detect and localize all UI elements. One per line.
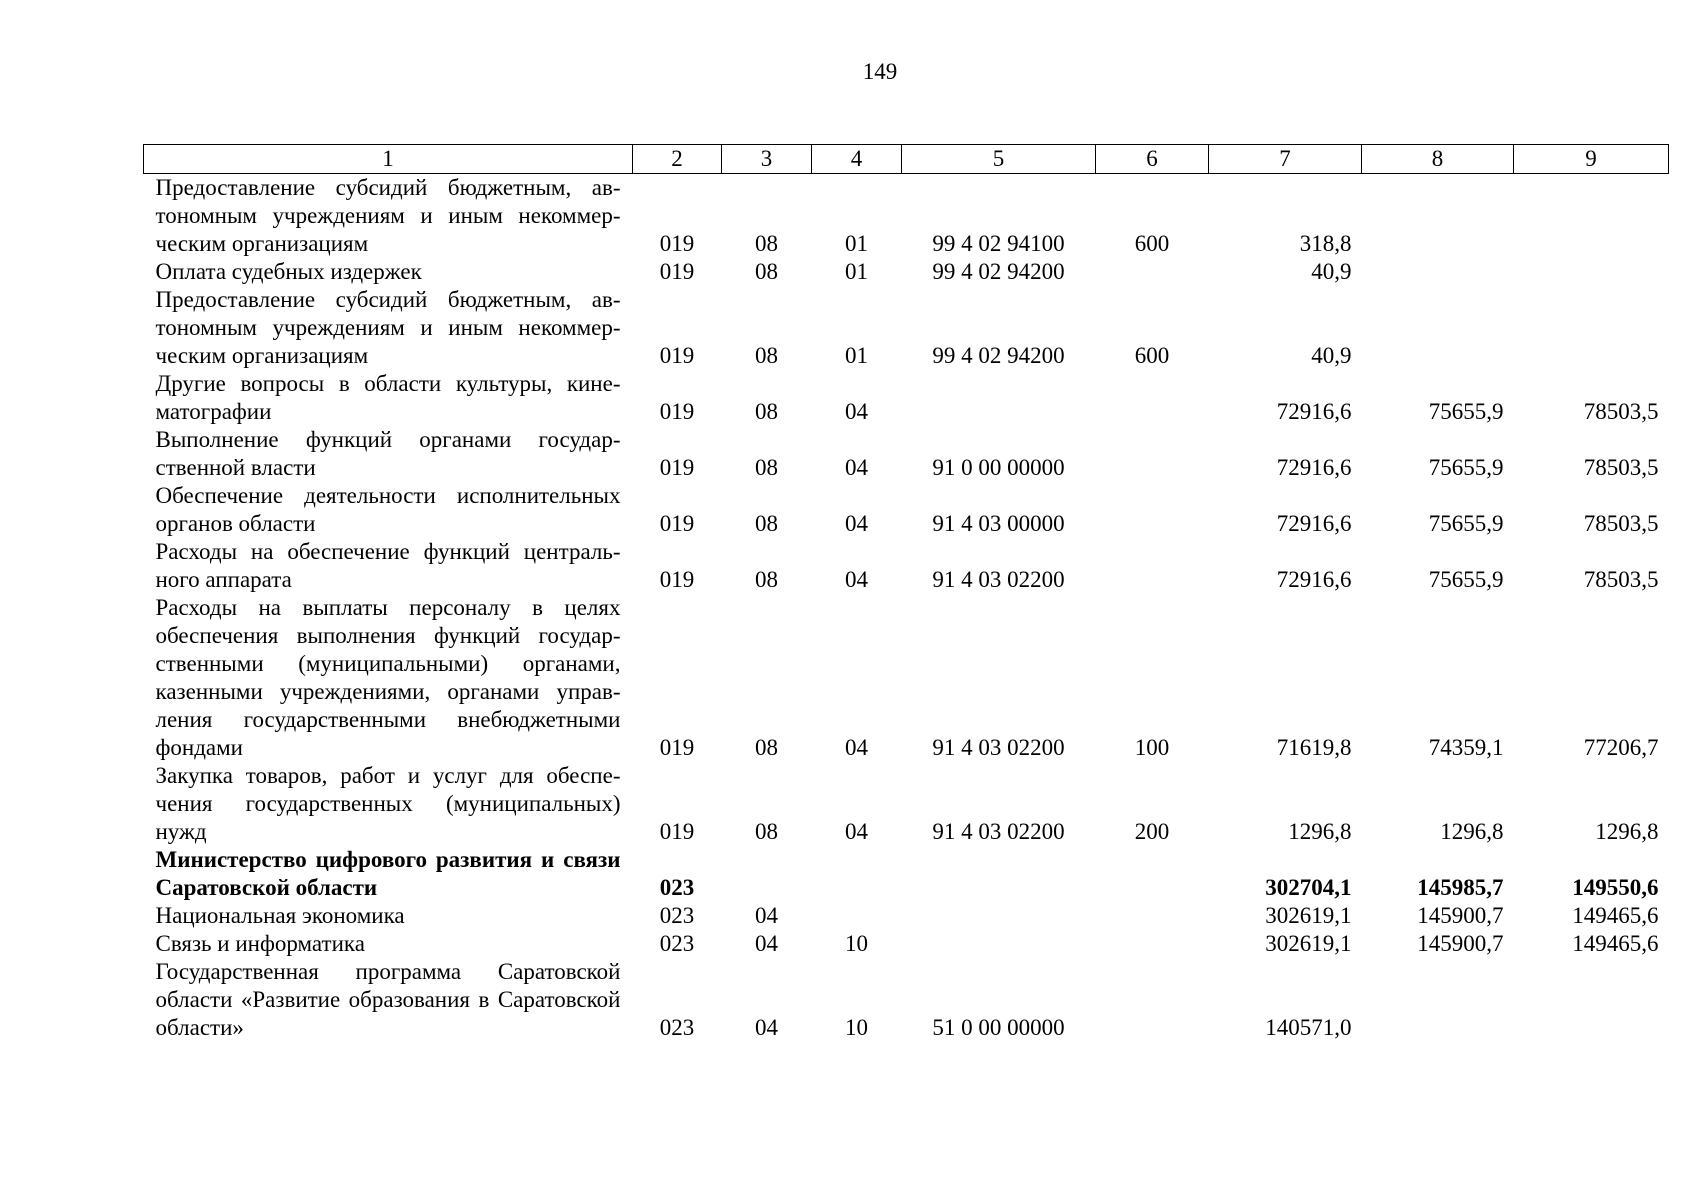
row-expense-type: 200 bbox=[1134, 819, 1170, 844]
row-amount-col-7: 72916,6 bbox=[1276, 511, 1352, 536]
row-amount-col-7: 302704,1 bbox=[1265, 875, 1352, 900]
row-amount-col-7: 40,9 bbox=[1311, 259, 1352, 284]
row-description: Связь и информатика bbox=[155, 931, 365, 956]
row-subsection: 01 bbox=[845, 343, 868, 368]
table-row bbox=[144, 174, 1669, 259]
row-amount-col-7: 302619,1 bbox=[1265, 931, 1352, 956]
row-section: 04 bbox=[755, 931, 778, 956]
row-target-article: 99 4 02 94100 bbox=[932, 231, 1065, 256]
header-col-7: 7 bbox=[1209, 145, 1362, 174]
row-section: 08 bbox=[755, 735, 778, 760]
row-target-article: 91 4 03 02200 bbox=[932, 819, 1065, 844]
row-amount-col-7: 71619,8 bbox=[1276, 735, 1352, 760]
row-amount-col-9: 77206,7 bbox=[1583, 735, 1659, 760]
row-description: Расходы на выплаты персоналу в целях обеспечения выполнения функций государственными (муниципальными) органами, казенными учреждениями, органами управления государственными внебюджетными фондами bbox=[155, 595, 621, 760]
row-expense-type bbox=[1096, 846, 1209, 902]
table-row bbox=[144, 370, 1669, 426]
row-target-article bbox=[902, 902, 1096, 930]
table-row bbox=[144, 258, 1669, 286]
table-row bbox=[144, 538, 1669, 594]
row-amount-col-8 bbox=[1362, 958, 1514, 1042]
row-amount-col-9: 78503,5 bbox=[1583, 567, 1659, 592]
row-ministry-code: 023 bbox=[659, 875, 695, 900]
row-target-article: 91 4 03 02200 bbox=[932, 567, 1065, 592]
row-amount-col-9: 149465,6 bbox=[1572, 903, 1659, 928]
row-target-article bbox=[902, 370, 1096, 426]
row-amount-col-9: 78503,5 bbox=[1583, 455, 1659, 480]
row-description: Государственная программа Саратовской области «Развитие образования в Саратовской области» bbox=[155, 959, 621, 1040]
row-description: Оплата судебных издержек bbox=[155, 259, 422, 284]
row-expense-type bbox=[1096, 426, 1209, 482]
row-description: Другие вопросы в области культуры, кинематографии bbox=[155, 371, 621, 424]
row-section: 04 bbox=[755, 903, 778, 928]
row-section bbox=[722, 846, 812, 902]
row-ministry-code: 019 bbox=[659, 231, 695, 256]
row-amount-col-8: 145900,7 bbox=[1417, 931, 1504, 956]
row-amount-col-9: 1296,8 bbox=[1595, 819, 1659, 844]
row-section: 08 bbox=[755, 567, 778, 592]
row-section: 08 bbox=[755, 455, 778, 480]
row-expense-type bbox=[1096, 538, 1209, 594]
row-description: Предоставление субсидий бюджетным, автономным учреждениям и иным некоммерческим организациям bbox=[155, 287, 621, 368]
table-row bbox=[144, 902, 1669, 930]
row-expense-type bbox=[1096, 958, 1209, 1042]
row-amount-col-7: 72916,6 bbox=[1276, 567, 1352, 592]
row-amount-col-7: 318,8 bbox=[1299, 231, 1352, 256]
row-amount-col-7: 140571,0 bbox=[1265, 1015, 1352, 1040]
row-subsection: 01 bbox=[845, 259, 868, 284]
row-ministry-code: 019 bbox=[659, 259, 695, 284]
row-section: 04 bbox=[755, 1015, 778, 1040]
row-amount-col-9 bbox=[1514, 174, 1669, 259]
row-subsection: 04 bbox=[845, 511, 868, 536]
row-amount-col-8 bbox=[1362, 258, 1514, 286]
row-target-article: 91 0 00 00000 bbox=[932, 455, 1065, 480]
row-description: Выполнение функций органами государственной власти bbox=[155, 427, 621, 480]
header-col-4: 4 bbox=[812, 145, 902, 174]
table-row bbox=[144, 482, 1669, 538]
row-amount-col-9: 149550,6 bbox=[1572, 875, 1659, 900]
row-amount-col-8: 1296,8 bbox=[1440, 819, 1504, 844]
table-row bbox=[144, 846, 1669, 902]
row-section: 08 bbox=[755, 343, 778, 368]
row-subsection: 01 bbox=[845, 231, 868, 256]
table-header bbox=[144, 145, 1669, 174]
table-row bbox=[144, 930, 1669, 958]
row-subsection: 04 bbox=[845, 567, 868, 592]
header-col-9: 9 bbox=[1514, 145, 1669, 174]
row-target-article bbox=[902, 846, 1096, 902]
row-expense-type: 600 bbox=[1134, 231, 1170, 256]
row-target-article: 99 4 02 94200 bbox=[932, 343, 1065, 368]
row-amount-col-8: 75655,9 bbox=[1428, 399, 1504, 424]
row-ministry-code: 023 bbox=[659, 1015, 695, 1040]
row-amount-col-7: 302619,1 bbox=[1265, 903, 1352, 928]
row-ministry-code: 019 bbox=[659, 735, 695, 760]
row-amount-col-9 bbox=[1514, 258, 1669, 286]
page-number: 149 bbox=[862, 59, 898, 84]
row-ministry-code: 019 bbox=[659, 455, 695, 480]
row-expense-type bbox=[1096, 930, 1209, 958]
header-col-6: 6 bbox=[1096, 145, 1209, 174]
row-target-article bbox=[902, 930, 1096, 958]
row-amount-col-9: 149465,6 bbox=[1572, 931, 1659, 956]
row-section: 08 bbox=[755, 231, 778, 256]
row-subsection bbox=[812, 902, 902, 930]
row-description: Расходы на обеспечение функций центрального аппарата bbox=[155, 539, 621, 592]
row-ministry-code: 023 bbox=[659, 931, 695, 956]
row-expense-type bbox=[1096, 902, 1209, 930]
row-subsection bbox=[812, 846, 902, 902]
row-section: 08 bbox=[755, 399, 778, 424]
row-section: 08 bbox=[755, 259, 778, 284]
row-expense-type bbox=[1096, 482, 1209, 538]
row-section: 08 bbox=[755, 511, 778, 536]
row-amount-col-9 bbox=[1514, 286, 1669, 370]
table-row bbox=[144, 594, 1669, 762]
row-amount-col-8: 75655,9 bbox=[1428, 455, 1504, 480]
row-amount-col-8: 145985,7 bbox=[1417, 875, 1504, 900]
table-row bbox=[144, 762, 1669, 846]
row-description: Национальная экономика bbox=[155, 903, 405, 928]
row-amount-col-7: 72916,6 bbox=[1276, 455, 1352, 480]
row-description: Закупка товаров, работ и услуг для обеспечения государственных (муниципальных) нужд bbox=[155, 763, 621, 844]
row-amount-col-8: 145900,7 bbox=[1417, 903, 1504, 928]
row-amount-col-8: 74359,1 bbox=[1428, 735, 1504, 760]
row-amount-col-8 bbox=[1362, 174, 1514, 259]
header-col-2: 2 bbox=[633, 145, 722, 174]
row-target-article: 91 4 03 02200 bbox=[932, 735, 1065, 760]
row-subsection: 10 bbox=[845, 931, 868, 956]
table-row bbox=[144, 958, 1669, 1042]
row-expense-type bbox=[1096, 258, 1209, 286]
table-row bbox=[144, 286, 1669, 370]
row-amount-col-9 bbox=[1514, 958, 1669, 1042]
row-description: Предоставление субсидий бюджетным, автономным учреждениям и иным некоммерческим организациям bbox=[155, 175, 621, 256]
header-col-5: 5 bbox=[902, 145, 1096, 174]
row-subsection: 04 bbox=[845, 455, 868, 480]
row-subsection: 10 bbox=[845, 1015, 868, 1040]
row-amount-col-8: 75655,9 bbox=[1428, 511, 1504, 536]
row-amount-col-8 bbox=[1362, 286, 1514, 370]
row-subsection: 04 bbox=[845, 819, 868, 844]
row-ministry-code: 019 bbox=[659, 819, 695, 844]
row-amount-col-9: 78503,5 bbox=[1583, 511, 1659, 536]
row-subsection: 04 bbox=[845, 735, 868, 760]
row-ministry-code: 019 bbox=[659, 567, 695, 592]
header-col-1: 1 bbox=[144, 145, 633, 174]
row-amount-col-7: 72916,6 bbox=[1276, 399, 1352, 424]
table-row bbox=[144, 426, 1669, 482]
row-amount-col-7: 40,9 bbox=[1311, 343, 1352, 368]
row-description: Министерство цифрового развития и связи Саратовской области bbox=[155, 847, 621, 900]
row-expense-type: 100 bbox=[1134, 735, 1170, 760]
row-ministry-code: 023 bbox=[659, 903, 695, 928]
row-target-article: 51 0 00 00000 bbox=[932, 1015, 1065, 1040]
row-description: Обеспечение деятельности исполнительных органов области bbox=[155, 483, 621, 536]
row-ministry-code: 019 bbox=[659, 343, 695, 368]
budget-table bbox=[143, 144, 1669, 1042]
row-target-article: 99 4 02 94200 bbox=[932, 259, 1065, 284]
row-ministry-code: 019 bbox=[659, 399, 695, 424]
row-section: 08 bbox=[755, 819, 778, 844]
row-amount-col-7: 1296,8 bbox=[1288, 819, 1352, 844]
row-subsection: 04 bbox=[845, 399, 868, 424]
row-amount-col-9: 78503,5 bbox=[1583, 399, 1659, 424]
row-expense-type bbox=[1096, 370, 1209, 426]
row-target-article: 91 4 03 00000 bbox=[932, 511, 1065, 536]
header-col-8: 8 bbox=[1362, 145, 1514, 174]
header-col-3: 3 bbox=[722, 145, 812, 174]
row-expense-type: 600 bbox=[1134, 343, 1170, 368]
row-ministry-code: 019 bbox=[659, 511, 695, 536]
row-amount-col-8: 75655,9 bbox=[1428, 567, 1504, 592]
table-body bbox=[144, 174, 1669, 1043]
